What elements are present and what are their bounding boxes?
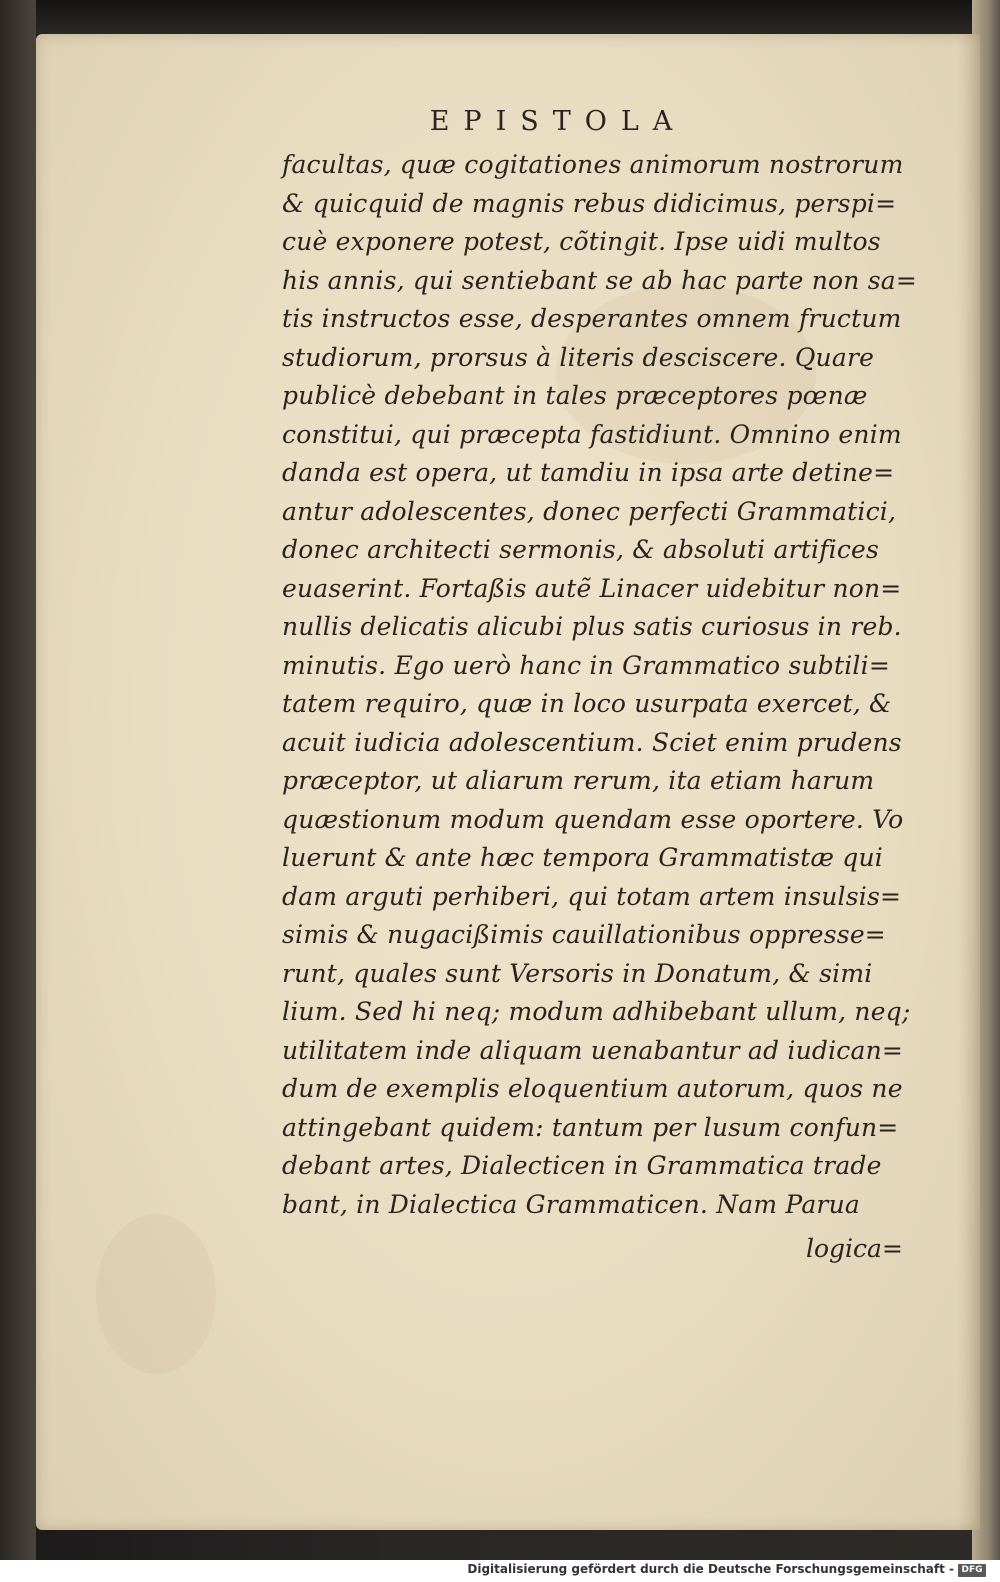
- text-line: dam arguti perhiberi, qui totam artem insulsis=: [282, 881, 902, 911]
- left-page-edge: [0, 0, 36, 1560]
- scan-top-border: [0, 0, 1000, 34]
- text-line: his annis, qui sentiebant se ab hac parte non sa=: [282, 265, 918, 295]
- body-text: [282, 146, 952, 1224]
- text-line: publicè debebant in tales præceptores pœnæ: [282, 381, 868, 410]
- text-line: dum de exemplis eloquentium autorum, quos ne: [282, 1074, 903, 1103]
- text-line: tis instructos esse, desperantes omnem fructum: [282, 304, 902, 333]
- catchword: logica=: [806, 1234, 903, 1263]
- text-line: bant, in Dialectica Grammaticen. Nam Parua: [282, 1189, 860, 1219]
- dfg-logo-icon: DFG: [958, 1564, 986, 1577]
- text-line: quæstionum modum quendam esse oportere. Vo: [282, 804, 904, 834]
- text-line: acuit iudicia adolescentium. Sciet enim prudens: [282, 727, 902, 757]
- text-line: præceptor, ut aliarum rerum, ita etiam harum: [282, 766, 875, 795]
- text-line: constitui, qui præcepta fastidiunt. Omnino enim: [282, 419, 902, 449]
- text-line: studiorum, prorsus à literis desciscere. Quare: [282, 342, 875, 372]
- text-line: danda est opera, ut tamdiu in ipsa arte detine=: [282, 458, 895, 487]
- text-line: runt, quales sunt Versoris in Donatum, & simi: [282, 958, 873, 988]
- footer-bar: [0, 1560, 1000, 1582]
- book-page: [36, 34, 980, 1530]
- text-line: luerunt & ante hæc tempora Grammatistæ qui: [282, 843, 883, 872]
- text-line: antur adolescentes, donec perfecti Grammatici,: [282, 496, 897, 526]
- text-line: facultas, quæ cogitationes animorum nostrorum: [282, 150, 904, 179]
- text-line: euaserint. Fortaßis autẽ Linacer uidebitur non=: [282, 573, 902, 603]
- text-line: simis & nugacißimis cauillationibus oppresse=: [282, 920, 886, 949]
- text-line: minutis. Ego uerò hanc in Grammatico subtili=: [282, 650, 890, 680]
- text-line: attingebant quidem: tantum per lusum confun=: [282, 1112, 899, 1142]
- text-line: tatem requiro, quæ in loco usurpata exercet, &: [282, 689, 892, 718]
- text-line: debant artes, Dialecticen in Grammatica trade: [282, 1151, 882, 1180]
- text-line: lium. Sed hi neq; modum adhibebant ullum, neq;: [282, 997, 911, 1026]
- text-line: & quicquid de magnis rebus didicimus, perspi=: [282, 188, 897, 218]
- paper-stain: [96, 1214, 216, 1374]
- text-line: donec architecti sermonis, & absoluti artifices: [282, 535, 880, 564]
- text-line: nullis delicatis alicubi plus satis curiosus in reb.: [282, 612, 902, 641]
- funding-credit: Digitalisierung gefördert durch die Deutsche Forschungsgemeinschaft -: [467, 1562, 954, 1576]
- page-fold-shadow: [958, 34, 980, 1530]
- text-line: cuè exponere potest, cõtingit. Ipse uidi multos: [282, 227, 881, 256]
- text-line: utilitatem inde aliquam uenabantur ad iudican=: [282, 1035, 904, 1065]
- running-head: EPISTOLA: [429, 106, 687, 137]
